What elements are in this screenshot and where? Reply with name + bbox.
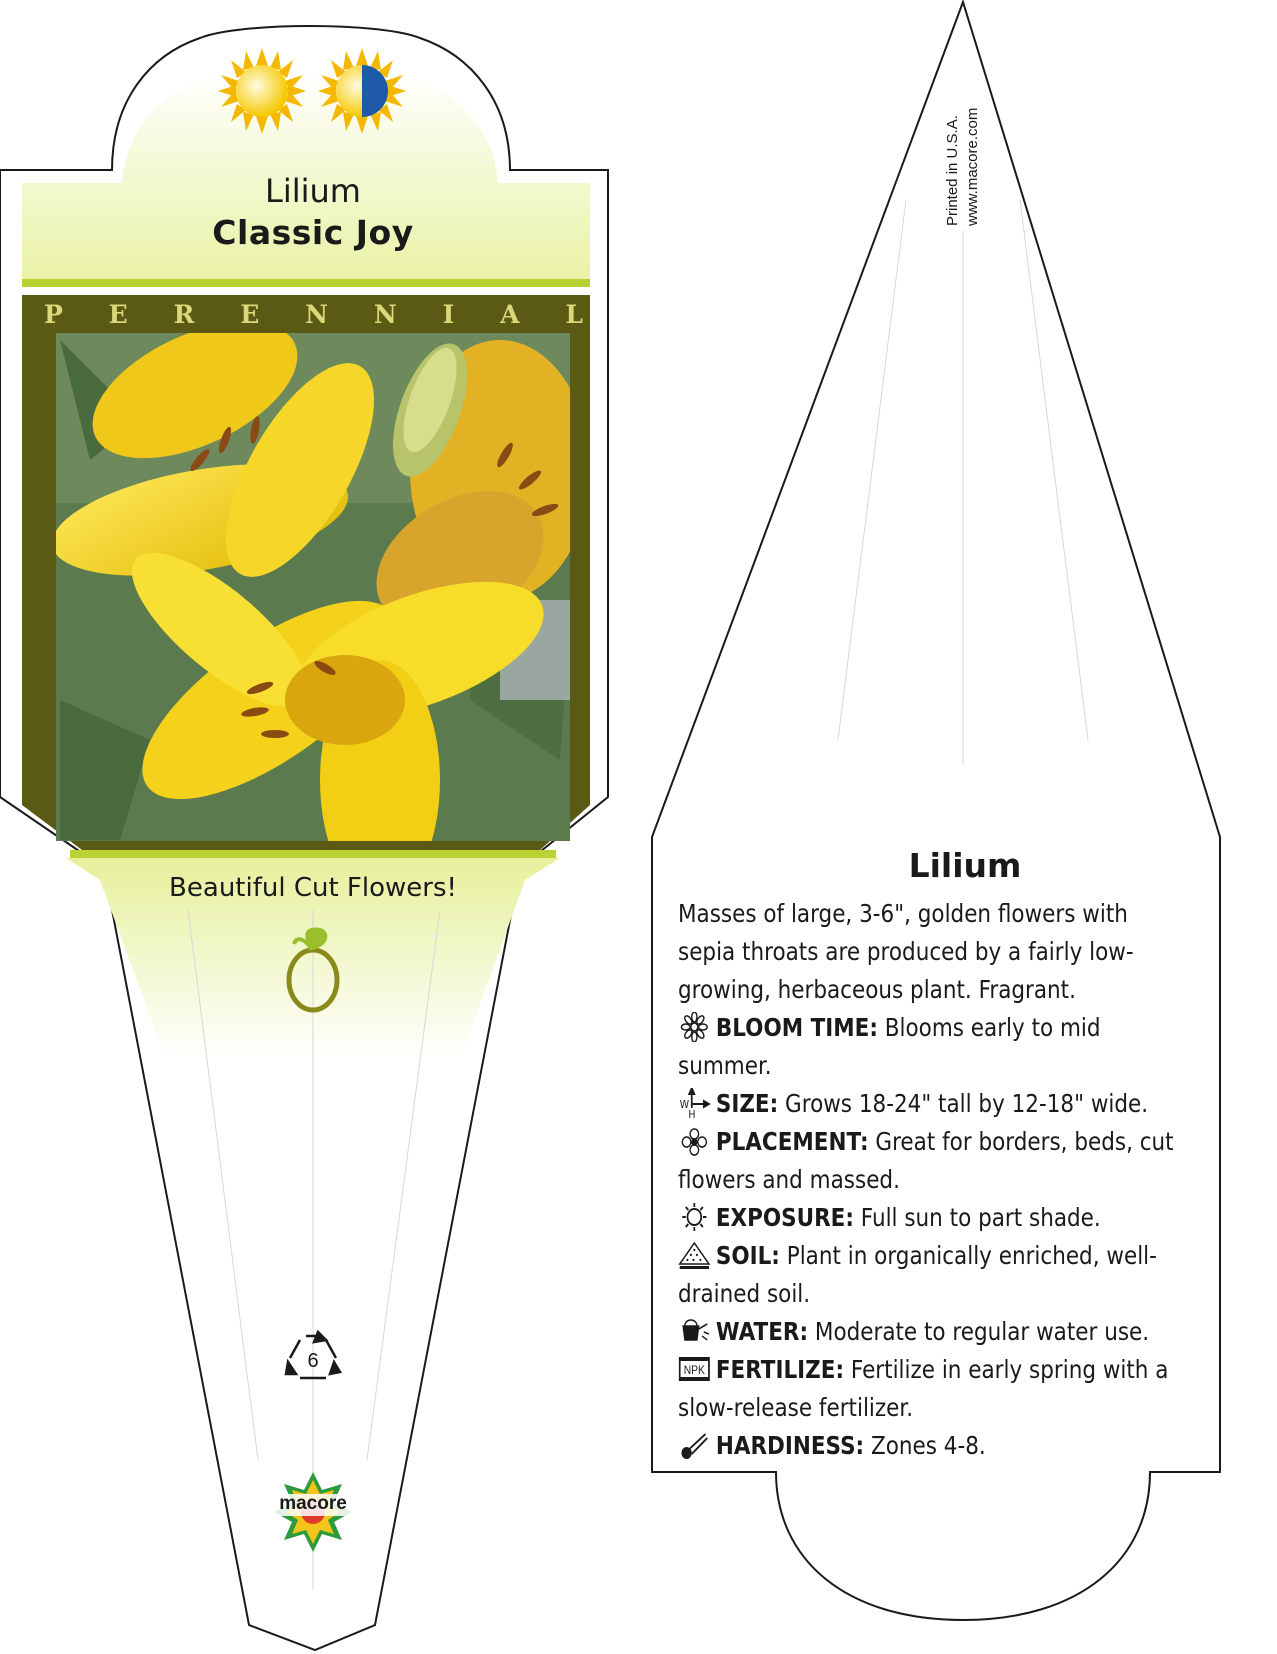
care-label: BLOOM TIME:	[715, 1013, 878, 1042]
care-row-soil	[678, 1237, 1185, 1313]
care-label: SIZE:	[715, 1089, 779, 1118]
brand-name: macore	[279, 1493, 347, 1514]
recycle-code: 6	[307, 1350, 319, 1372]
category-label	[36, 300, 591, 329]
placement-icon	[678, 1126, 711, 1156]
care-row-water	[678, 1313, 1185, 1351]
thermometer-icon	[678, 1430, 711, 1460]
care-label: PLACEMENT:	[715, 1127, 869, 1156]
website-line: www.macore.com	[964, 107, 981, 226]
care-row-size	[678, 1085, 1185, 1123]
care-row-bloom-time	[678, 1009, 1185, 1085]
care-label: EXPOSURE:	[715, 1203, 854, 1232]
sun-icon	[678, 1202, 711, 1232]
care-text: Moderate to regular water use.	[808, 1317, 1150, 1346]
category-letter: N	[305, 300, 329, 329]
size-icon-w: W	[679, 1098, 690, 1112]
npk-icon	[678, 1354, 711, 1384]
category-letter: L	[565, 300, 583, 329]
category-letter: N	[373, 300, 397, 329]
care-text: Great for borders, beds, cut flowers and massed.	[678, 1127, 1174, 1194]
care-label: SOIL:	[715, 1241, 780, 1270]
care-text: Full sun to part shade.	[853, 1203, 1101, 1232]
size-icon-h: H	[688, 1108, 696, 1118]
back-title: Lilium	[908, 846, 1022, 885]
category-letter: R	[173, 300, 195, 329]
care-text: Plant in organically enriched, well-drained soil.	[678, 1241, 1157, 1308]
category-letter: P	[44, 300, 63, 329]
care-text: Zones 4-8.	[864, 1431, 986, 1460]
watering-can-icon	[678, 1316, 711, 1346]
flower-icon	[678, 1012, 711, 1042]
npk-label: NPK	[683, 1364, 705, 1378]
care-row-placement	[678, 1123, 1185, 1199]
printed-line: Printed in U.S.A.	[944, 115, 961, 226]
care-label: WATER:	[715, 1317, 809, 1346]
category-letter: A	[500, 300, 520, 329]
tagline: Beautiful Cut Flowers!	[169, 873, 457, 903]
care-text: Grows 18-24" tall by 12-18" wide.	[778, 1089, 1149, 1118]
description-text: Masses of large, 3-6", golden flowers with sepia throats are produced by a fairly low-growing, herbaceous plant. Fragrant.	[678, 899, 1134, 1004]
care-row-fertilize	[678, 1351, 1185, 1427]
care-label: HARDINESS:	[715, 1431, 865, 1460]
care-row-exposure	[678, 1199, 1185, 1237]
care-label: FERTILIZE:	[715, 1355, 845, 1384]
care-text: Blooms early to mid summer.	[678, 1013, 1101, 1080]
plant-description	[678, 895, 1185, 1465]
category-letter: E	[240, 300, 260, 329]
size-icon	[678, 1088, 711, 1118]
care-row-hardiness	[678, 1427, 1185, 1465]
care-text: Fertilize in early spring with a slow-release fertilizer.	[678, 1355, 1169, 1422]
front-genus-name: Lilium	[265, 172, 361, 210]
soil-icon	[678, 1240, 711, 1270]
category-letter: I	[442, 300, 455, 329]
printed-info	[943, 56, 983, 226]
front-cultivar-name: Classic Joy	[212, 213, 414, 252]
category-letter: E	[108, 300, 128, 329]
lily-photo	[44, 294, 590, 900]
